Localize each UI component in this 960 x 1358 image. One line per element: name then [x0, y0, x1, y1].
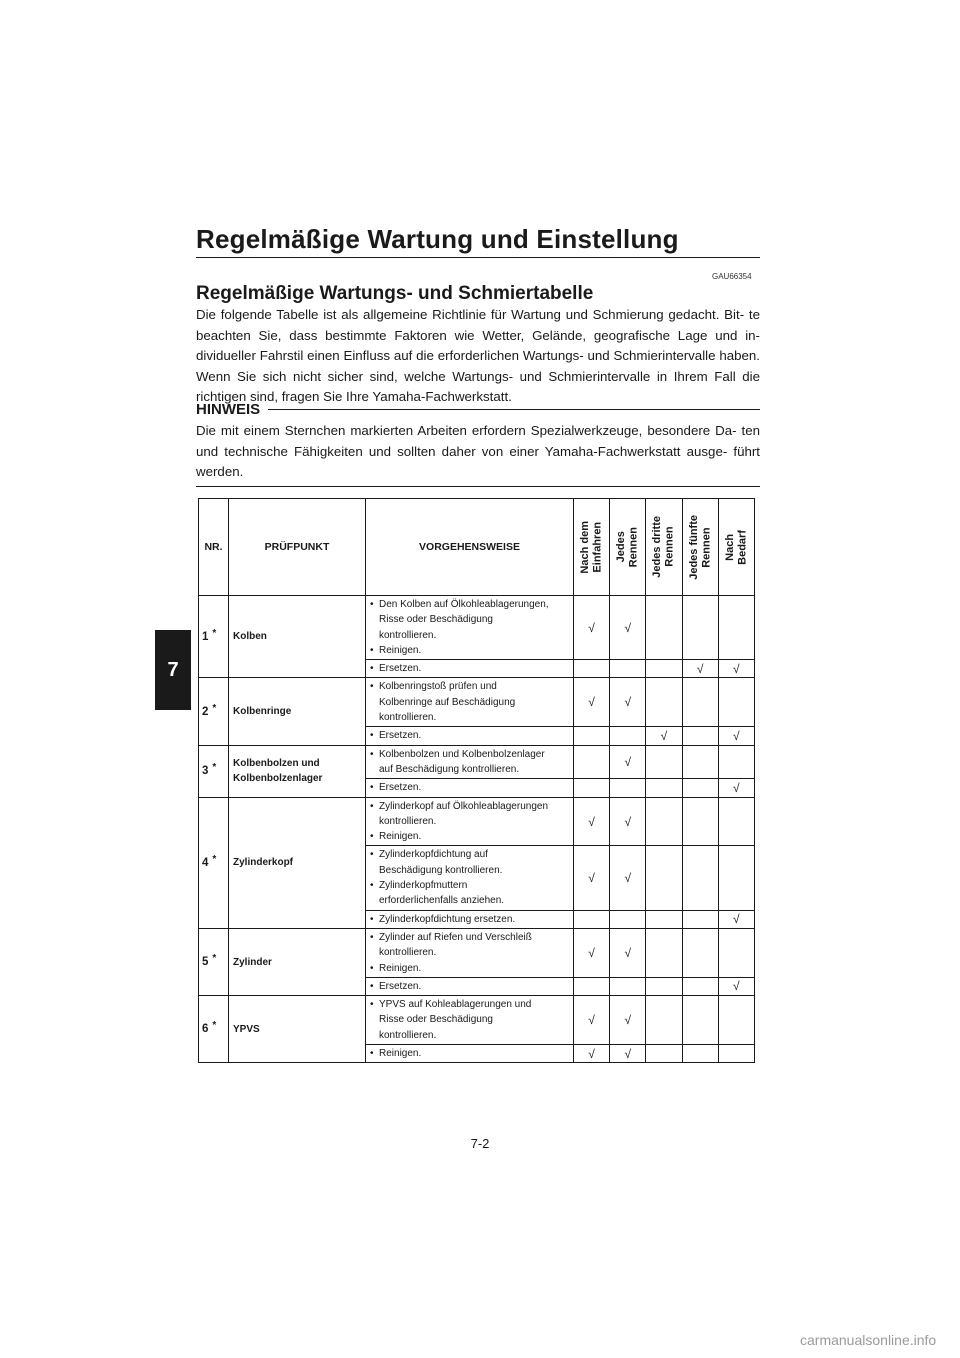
procedure-text: Ersetzen. [379, 663, 422, 675]
interval-cell [646, 779, 682, 797]
interval-cell [646, 910, 682, 928]
check-mark-icon: √ [624, 695, 632, 710]
procedure-cell [366, 910, 574, 928]
interval-cell [610, 678, 646, 727]
interval-cell [574, 910, 610, 928]
interval-cell [718, 745, 754, 779]
table-body [199, 596, 755, 1063]
interval-cell [646, 596, 682, 660]
table-row [199, 996, 755, 1045]
interval-cell [646, 660, 682, 678]
interval-cell [682, 745, 718, 779]
procedure-step [370, 1046, 571, 1061]
check-mark-icon: √ [588, 1046, 595, 1061]
item-number-cell [199, 928, 229, 995]
check-mark-icon: √ [588, 814, 595, 829]
interval-cell [646, 977, 682, 995]
interval-cell [682, 910, 718, 928]
procedure-step [370, 912, 571, 927]
check-mark-icon: √ [588, 871, 595, 886]
interval-cell [574, 596, 610, 660]
procedure-text: Reinigen. [379, 644, 422, 656]
table-row [199, 596, 755, 660]
procedure-step [370, 661, 571, 676]
procedure-text: Kolbenringstoß prüfen und Kolbenringe auf Beschädigung kontrollieren. [379, 681, 516, 724]
procedure-text: YPVS auf Kohleablagerungen und Risse oder Beschädigung kontrollieren. [379, 999, 532, 1041]
interval-cell [682, 797, 718, 846]
procedure-cell [366, 797, 574, 846]
procedure-step [370, 979, 571, 994]
interval-cell [718, 727, 754, 745]
table-row [199, 797, 755, 846]
procedure-step [370, 847, 571, 878]
check-mark-icon: √ [624, 1046, 632, 1061]
procedure-step [370, 643, 571, 658]
check-mark-icon: √ [624, 1013, 632, 1028]
intro-paragraph: Die folgende Tabelle ist als allgemeine Richtlinie für Wartung und Schmierung gedacht. Bit- te beachten Sie, dass bestimmte Faktoren wie Wetter, Gelände, geografische Lage und in- dividueller Fahrstil einen Einfluss auf die erforderlichen Wartungs- und Schmierintervalle haben. Wenn Sie sich nicht sicher sind, welche Wartungs- und Schmierintervalle in Ihrem Fall die richtigen sind, fragen Sie Ihre Yamaha-Fachwerkstatt. [196, 307, 760, 404]
check-item-name: Kolbenringe [229, 678, 366, 745]
check-mark-icon: √ [624, 754, 632, 769]
bullet-icon: • [370, 681, 374, 693]
bullet-icon: • [370, 831, 374, 843]
bullet-icon: • [370, 748, 374, 760]
interval-cell [610, 660, 646, 678]
interval-cell [574, 1045, 610, 1063]
note-divider [268, 409, 760, 410]
procedure-cell [366, 1045, 574, 1063]
table-header-row [199, 499, 755, 596]
interval-cell [610, 846, 646, 910]
table-row [199, 745, 755, 779]
bullet-icon: • [370, 800, 374, 812]
interval-cell [574, 745, 610, 779]
header-interval-every-third-race [646, 499, 682, 596]
item-number-cell [199, 745, 229, 797]
table-row [199, 928, 755, 977]
check-mark-icon: √ [660, 729, 668, 744]
item-number: 4 [202, 856, 209, 869]
bullet-icon: • [370, 644, 374, 656]
bullet-icon: • [370, 1048, 374, 1060]
bullet-icon: • [370, 980, 374, 992]
interval-cell [610, 996, 646, 1045]
header-interval-label: Jedes fünfte Rennen [687, 514, 713, 580]
chapter-title: Regelmäßige Wartung und Einstellung [196, 226, 760, 258]
interval-cell [718, 678, 754, 727]
interval-cell [646, 1045, 682, 1063]
item-number-cell [199, 678, 229, 745]
reference-code: GAU66354 [712, 272, 752, 281]
note-bottom-rule [196, 486, 760, 487]
bullet-icon: • [370, 999, 374, 1011]
interval-cell [574, 678, 610, 727]
interval-cell [682, 727, 718, 745]
check-mark-icon: √ [588, 1013, 595, 1028]
procedure-cell [366, 596, 574, 660]
check-mark-icon: √ [624, 620, 632, 635]
interval-cell [646, 846, 682, 910]
interval-cell [610, 928, 646, 977]
procedure-step [370, 728, 571, 743]
procedure-step [370, 799, 571, 830]
interval-cell [682, 779, 718, 797]
procedure-cell [366, 928, 574, 977]
procedure-step [370, 597, 571, 643]
interval-cell [646, 678, 682, 727]
procedure-step [370, 961, 571, 976]
procedure-text: Reinigen. [379, 962, 422, 974]
bullet-icon: • [370, 663, 374, 675]
interval-cell [718, 910, 754, 928]
interval-cell [610, 977, 646, 995]
interval-cell [682, 846, 718, 910]
interval-cell [682, 660, 718, 678]
interval-cell [682, 928, 718, 977]
procedure-step [370, 878, 571, 909]
maintenance-table [198, 498, 755, 1063]
procedure-text: Ersetzen. [379, 730, 422, 742]
watermark: carmanualsonline.info [800, 1332, 937, 1348]
bullet-icon: • [370, 962, 374, 974]
procedure-text: Reinigen. [379, 831, 422, 843]
header-interval-as-needed [718, 499, 754, 596]
item-number-cell [199, 996, 229, 1063]
procedure-cell [366, 745, 574, 779]
header-interval-label: Jedes dritte Rennen [651, 516, 676, 578]
procedure-cell [366, 996, 574, 1045]
procedure-cell [366, 977, 574, 995]
procedure-step [370, 780, 571, 795]
procedure-text: Zylinderkopfmuttern erforderlichenfalls anziehen. [379, 880, 505, 907]
asterisk-marker: * [212, 853, 217, 865]
interval-cell [718, 1045, 754, 1063]
asterisk-marker: * [212, 1020, 217, 1032]
interval-cell [682, 1045, 718, 1063]
procedure-text: Ersetzen. [379, 782, 422, 794]
check-mark-icon: √ [624, 814, 632, 829]
interval-cell [646, 928, 682, 977]
procedure-cell [366, 779, 574, 797]
header-interval-every-fifth-race [682, 499, 718, 596]
interval-cell [718, 928, 754, 977]
item-number: 1 [202, 630, 209, 643]
interval-cell [646, 727, 682, 745]
interval-cell [574, 928, 610, 977]
interval-cell [574, 846, 610, 910]
check-mark-icon: √ [733, 661, 740, 676]
item-number-wrap [199, 853, 228, 869]
bullet-icon: • [370, 849, 374, 861]
check-mark-icon: √ [733, 979, 740, 994]
check-item-name: Kolbenbolzen und Kolbenbolzenlager [229, 745, 366, 797]
interval-cell [574, 779, 610, 797]
header-interval-every-race [610, 499, 646, 596]
bullet-icon: • [370, 913, 374, 925]
table-row [199, 678, 755, 727]
interval-cell [718, 596, 754, 660]
check-item-name: Zylinderkopf [229, 797, 366, 928]
asterisk-marker: * [212, 953, 217, 965]
interval-cell [610, 910, 646, 928]
interval-cell [610, 797, 646, 846]
header-interval-label: Jedes Rennen [615, 526, 640, 568]
procedure-text: Reinigen. [379, 1048, 422, 1060]
interval-cell [610, 745, 646, 779]
procedure-text: Zylinderkopfdichtung auf Beschädigung kontrollieren. [379, 849, 503, 876]
header-interval-label: Nach dem Einfahren [578, 520, 604, 574]
check-item-name: Kolben [229, 596, 366, 678]
header-nr: NR. [199, 499, 229, 596]
item-number-wrap [199, 953, 228, 969]
procedure-step [370, 679, 571, 725]
check-mark-icon: √ [696, 661, 704, 676]
bullet-icon: • [370, 599, 374, 610]
procedure-cell [366, 678, 574, 727]
interval-cell [718, 996, 754, 1045]
item-number-wrap [199, 762, 228, 778]
bullet-icon: • [370, 880, 374, 892]
interval-cell [718, 779, 754, 797]
interval-cell [574, 996, 610, 1045]
interval-cell [610, 727, 646, 745]
interval-cell [574, 660, 610, 678]
asterisk-marker: * [212, 627, 217, 639]
interval-cell [718, 846, 754, 910]
item-number-cell [199, 596, 229, 678]
procedure-text: Kolbenbolzen und Kolbenbolzenlager auf Beschädigung kontrollieren. [379, 748, 545, 775]
interval-cell [682, 977, 718, 995]
interval-cell [682, 678, 718, 727]
interval-cell [574, 727, 610, 745]
item-number: 3 [202, 765, 209, 778]
header-interval-after-break-in [574, 499, 610, 596]
check-mark-icon: √ [733, 912, 740, 927]
procedure-text: Zylinder auf Riefen und Verschleiß kontrollieren. [379, 931, 532, 959]
procedure-cell [366, 660, 574, 678]
item-number: 6 [202, 1023, 209, 1036]
procedure-text: Zylinderkopf auf Ölkohleablagerungen kontrollieren. [379, 800, 548, 827]
note-text: Die mit einem Sternchen markierten Arbeiten erfordern Spezialwerkzeuge, besondere Da- ten und technische Fähigkeiten und sollten daher von einer Yamaha-Fachwerkstatt ausge- führt werden. [196, 423, 760, 479]
procedure-text: Ersetzen. [379, 980, 422, 992]
interval-cell [610, 779, 646, 797]
procedure-cell [366, 727, 574, 745]
note-label: HINWEIS [196, 401, 261, 418]
check-mark-icon: √ [733, 729, 740, 744]
item-number-wrap [199, 627, 228, 643]
header-item: PRÜFPUNKT [229, 499, 366, 596]
item-number-cell [199, 797, 229, 928]
check-mark-icon: √ [588, 945, 595, 960]
header-interval-label: Nach Bedarf [723, 529, 749, 565]
interval-cell [610, 596, 646, 660]
interval-cell [610, 1045, 646, 1063]
procedure-step [370, 829, 571, 844]
note-header [196, 401, 760, 418]
procedure-cell [366, 846, 574, 910]
interval-cell [718, 660, 754, 678]
interval-cell [718, 797, 754, 846]
check-item-name: YPVS [229, 996, 366, 1063]
interval-cell [682, 596, 718, 660]
procedure-text: Den Kolben auf Ölkohleablagerungen, Risse oder Beschädigung kontrollieren. [379, 599, 549, 641]
bullet-icon: • [370, 730, 374, 742]
check-mark-icon: √ [624, 871, 632, 886]
procedure-step [370, 997, 571, 1043]
procedure-step [370, 747, 571, 778]
asterisk-marker: * [212, 762, 217, 774]
page-number: 7-2 [470, 1136, 490, 1151]
procedure-text: Zylinderkopfdichtung ersetzen. [379, 913, 516, 925]
check-mark-icon: √ [588, 620, 595, 635]
item-number-wrap [199, 702, 228, 718]
interval-cell [574, 797, 610, 846]
interval-cell [682, 996, 718, 1045]
section-title: Regelmäßige Wartungs- und Schmiertabelle [196, 283, 594, 304]
interval-cell [646, 745, 682, 779]
header-procedure: VORGEHENSWEISE [366, 499, 574, 596]
check-item-name: Zylinder [229, 928, 366, 995]
check-mark-icon: √ [733, 780, 740, 795]
chapter-tab: 7 [155, 630, 191, 710]
procedure-step [370, 930, 571, 961]
item-number: 2 [202, 705, 209, 718]
bullet-icon: • [370, 782, 374, 794]
interval-cell [718, 977, 754, 995]
item-number: 5 [202, 956, 209, 969]
interval-cell [574, 977, 610, 995]
check-mark-icon: √ [624, 945, 632, 960]
item-number-wrap [199, 1020, 228, 1036]
bullet-icon: • [370, 931, 374, 943]
check-mark-icon: √ [588, 695, 595, 710]
interval-cell [646, 797, 682, 846]
asterisk-marker: * [212, 702, 217, 714]
interval-cell [646, 996, 682, 1045]
